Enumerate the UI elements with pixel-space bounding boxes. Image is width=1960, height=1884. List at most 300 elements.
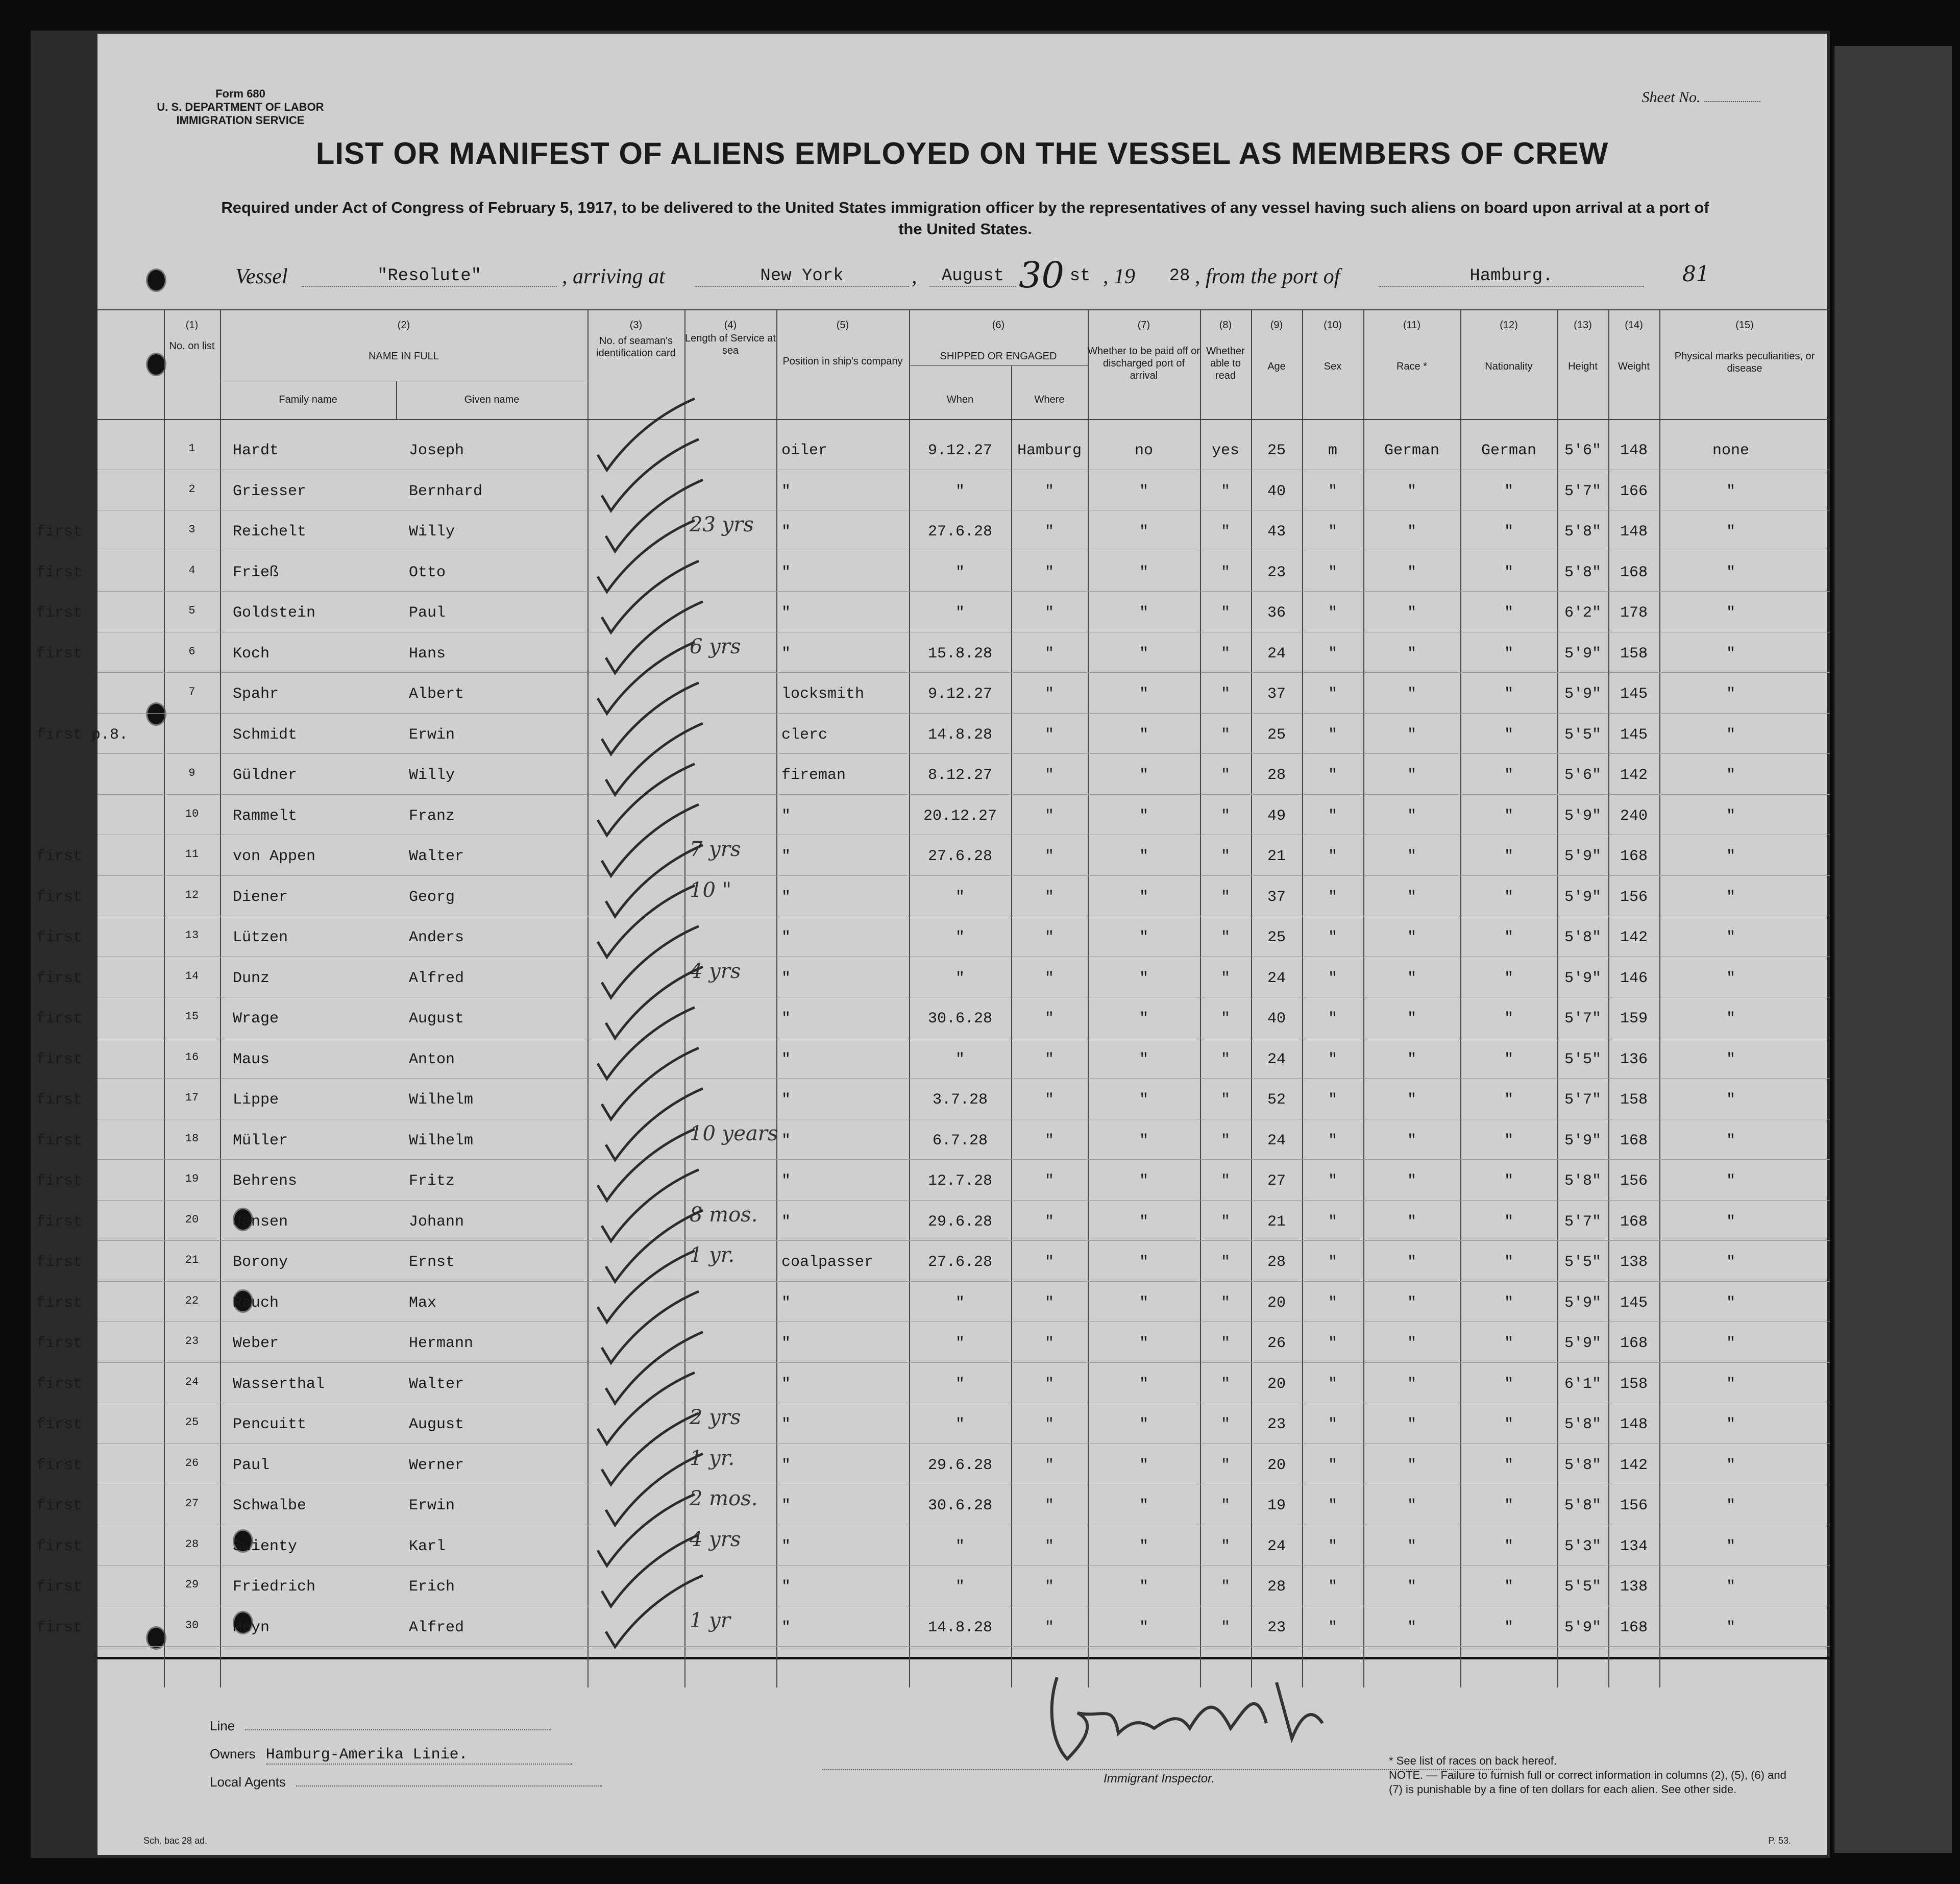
cell-age: 23 [1267, 564, 1286, 581]
header-length-service: Length of Service at sea [685, 333, 776, 356]
cell-where: " [1044, 807, 1054, 825]
cell-when: 14.8.28 [927, 1619, 993, 1636]
cell-height: 5'8" [1564, 1172, 1601, 1190]
footer-line-field [210, 1718, 551, 1734]
cell-when: 20.12.27 [923, 807, 997, 825]
cell-height: 6'1" [1564, 1375, 1601, 1393]
cell-paid: " [1139, 645, 1148, 663]
check-mark [606, 1210, 703, 1282]
cell-where: " [1044, 1456, 1054, 1474]
check-mark [606, 1454, 703, 1525]
cell-given: Hans [409, 645, 446, 663]
cell-no: 28 [185, 1537, 199, 1551]
col-num-5: (5) [836, 320, 849, 331]
cell-phys: " [1726, 1375, 1735, 1393]
inspector-signature [1037, 1667, 1394, 1769]
cell-phys: " [1726, 1091, 1735, 1109]
cell-nat: " [1504, 767, 1513, 784]
cell-race: " [1407, 564, 1416, 581]
cell-nat: " [1504, 807, 1513, 825]
cell-service: 7 yrs [690, 838, 741, 861]
cell-race: " [1407, 888, 1416, 906]
cell-no: 26 [185, 1456, 199, 1470]
cell-where: Hamburg [1017, 442, 1082, 459]
cell-sex: " [1328, 1416, 1337, 1433]
col-num-3: (3) [629, 320, 643, 331]
cell-when: 27.6.28 [927, 1254, 993, 1271]
arrival-day: 30 [1019, 254, 1065, 296]
cell-nat: " [1504, 1335, 1513, 1352]
check-mark [598, 764, 695, 836]
cell-given: Albert [409, 686, 464, 703]
cell-read: " [1220, 969, 1230, 987]
cell-no: 10 [185, 807, 199, 820]
cell-nat: " [1504, 1456, 1513, 1474]
cell-height: 5'5" [1564, 726, 1601, 744]
cell-race: " [1407, 645, 1416, 663]
arrival-day-suffix: st [1069, 266, 1091, 286]
cell-height: 5'9" [1564, 848, 1601, 865]
cell-paid: " [1139, 888, 1148, 906]
cell-paid: " [1139, 1578, 1148, 1596]
cell-when: " [955, 1335, 965, 1352]
cell-weight: 145 [1620, 1294, 1648, 1312]
cell-family: Jansen [233, 1213, 288, 1231]
check-mark [602, 1413, 699, 1485]
cell-where: " [1044, 767, 1054, 784]
cell-nat: " [1504, 1213, 1513, 1231]
cell-mark: first [36, 1416, 83, 1433]
cell-phys: " [1726, 523, 1735, 541]
cell-weight: 168 [1620, 848, 1648, 865]
cell-mark: first [36, 1091, 83, 1109]
cell-height: 5'5" [1564, 1578, 1601, 1596]
cell-race: " [1407, 1172, 1416, 1190]
cell-height: 5'8" [1564, 564, 1601, 581]
cell-read: " [1220, 1375, 1230, 1393]
cell-age: 40 [1267, 482, 1286, 500]
cell-age: 24 [1267, 1537, 1286, 1555]
cell-where: " [1044, 1335, 1054, 1352]
cell-race: " [1407, 807, 1416, 825]
cell-sex: " [1328, 482, 1337, 500]
cell-weight: 168 [1620, 1213, 1648, 1231]
cell-family: von Appen [233, 848, 316, 865]
cell-paid: " [1139, 1619, 1148, 1636]
cell-age: 37 [1267, 888, 1286, 906]
cell-where: " [1044, 1010, 1054, 1027]
cell-read: " [1220, 1091, 1230, 1109]
cell-weight: 142 [1620, 929, 1648, 946]
cell-family: Lützen [233, 929, 288, 946]
cell-weight: 136 [1620, 1050, 1648, 1068]
cell-when: 30.6.28 [927, 1497, 993, 1514]
cell-phys: " [1726, 888, 1735, 906]
cell-mark: first [36, 1497, 83, 1514]
cell-read: " [1220, 1010, 1230, 1027]
cell-read: " [1220, 1050, 1230, 1068]
cell-position: " [781, 888, 791, 906]
cell-family: Swienty [233, 1537, 298, 1555]
cell-where: " [1044, 523, 1054, 541]
cell-family: Friedrich [233, 1578, 316, 1596]
cell-race: " [1407, 523, 1416, 541]
cell-family: Griesser [233, 482, 307, 500]
cell-no: 15 [185, 1010, 199, 1023]
cell-no: 22 [185, 1294, 199, 1307]
cell-family: Spahr [233, 686, 279, 703]
cell-position: " [781, 1375, 791, 1393]
cell-race: " [1407, 1132, 1416, 1149]
cell-mark: first [36, 1578, 83, 1596]
cell-mark: first [36, 1010, 83, 1027]
footer-agents-field [210, 1774, 602, 1790]
cell-phys: " [1726, 604, 1735, 622]
cell-no: 14 [185, 969, 199, 983]
cell-age: 40 [1267, 1010, 1286, 1027]
cell-sex: " [1328, 1497, 1337, 1514]
cell-read: " [1220, 929, 1230, 946]
from-port-label: , from the port of [1195, 265, 1340, 288]
cell-when: 29.6.28 [927, 1213, 993, 1231]
cell-when: 30.6.28 [927, 1010, 993, 1027]
cell-race: " [1407, 1213, 1416, 1231]
cell-given: Alfred [409, 1619, 464, 1636]
arrival-year: 28 [1169, 266, 1190, 286]
cell-position: " [781, 645, 791, 663]
check-mark [598, 1495, 695, 1566]
footer-agents-label: Local Agents [210, 1774, 286, 1790]
cell-paid: " [1139, 969, 1148, 987]
cell-position: " [781, 848, 791, 865]
cell-race: " [1407, 969, 1416, 987]
cell-mark: first [36, 604, 83, 622]
cell-age: 25 [1267, 929, 1286, 946]
cell-service: 2 yrs [690, 1406, 741, 1429]
cell-when: 9.12.27 [927, 442, 993, 459]
cell-position: " [781, 1537, 791, 1555]
cell-family: Diener [233, 888, 288, 906]
cell-when: 27.6.28 [927, 523, 993, 541]
cell-weight: 146 [1620, 969, 1648, 987]
cell-given: Alfred [409, 969, 464, 987]
col-num-1: (1) [185, 320, 199, 331]
cell-when: " [955, 969, 965, 987]
cell-read: " [1220, 686, 1230, 703]
cell-where: " [1044, 726, 1054, 744]
cell-nat: " [1504, 1375, 1513, 1393]
cell-height: 5'8" [1564, 1456, 1601, 1474]
cell-sex: " [1328, 645, 1337, 663]
cell-family: Wasserthal [233, 1375, 325, 1393]
cell-age: 20 [1267, 1294, 1286, 1312]
cell-where: " [1044, 848, 1054, 865]
cell-mark: first [36, 523, 83, 541]
cell-read: " [1220, 1497, 1230, 1514]
col-num-13: (13) [1574, 320, 1592, 331]
cell-mark: first [36, 564, 83, 581]
footer-owners-field [210, 1746, 572, 1765]
cell-height: 5'9" [1564, 1335, 1601, 1352]
cell-age: 24 [1267, 1050, 1286, 1068]
cell-phys: " [1726, 645, 1735, 663]
footer-notes [1389, 1754, 1797, 1797]
cell-height: 5'8" [1564, 1416, 1601, 1433]
check-mark [606, 480, 703, 551]
cell-when: 14.8.28 [927, 726, 993, 744]
cell-mark: first [36, 848, 83, 865]
cell-sex: " [1328, 1619, 1337, 1636]
header-shipped-engaged: SHIPPED OR ENGAGED [940, 351, 1057, 362]
cell-given: Max [409, 1294, 437, 1312]
check-mark [606, 1332, 703, 1404]
cell-family: Hardt [233, 442, 279, 459]
cell-where: " [1044, 1050, 1054, 1068]
cell-phys: " [1726, 686, 1735, 703]
cell-service: 8 mos. [690, 1203, 758, 1227]
cell-service: 4 yrs [690, 1527, 741, 1551]
col-num-15: (15) [1735, 320, 1754, 331]
cell-read: " [1220, 523, 1230, 541]
check-mark [602, 561, 699, 632]
cell-read: " [1220, 1254, 1230, 1271]
cell-paid: " [1139, 686, 1148, 703]
cell-race: " [1407, 848, 1416, 865]
cell-phys: " [1726, 848, 1735, 865]
cell-weight: 148 [1620, 442, 1648, 459]
cell-family: Dunz [233, 969, 270, 987]
cell-position: " [781, 1132, 791, 1149]
cell-when: " [955, 1294, 965, 1312]
cell-family: Schmidt [233, 726, 298, 744]
vessel-name: "Resolute" [302, 266, 557, 287]
cell-age: 24 [1267, 969, 1286, 987]
cell-no: 27 [185, 1497, 199, 1510]
cell-paid: " [1139, 1456, 1148, 1474]
cell-where: " [1044, 969, 1054, 987]
cell-when: " [955, 1537, 965, 1555]
cell-weight: 168 [1620, 1335, 1648, 1352]
check-marks-layer [97, 309, 1830, 1687]
cell-race: " [1407, 1375, 1416, 1393]
cell-given: Georg [409, 888, 455, 906]
cell-paid: " [1139, 767, 1148, 784]
cell-given: Walter [409, 848, 464, 865]
cell-weight: 148 [1620, 1416, 1648, 1433]
footer-line-value [245, 1729, 551, 1730]
cell-nat: " [1504, 1172, 1513, 1190]
cell-read: " [1220, 888, 1230, 906]
cell-weight: 158 [1620, 1375, 1648, 1393]
cell-paid: " [1139, 564, 1148, 581]
cell-when: " [955, 482, 965, 500]
cell-no: 5 [188, 604, 195, 617]
sheet-number-value [1704, 101, 1760, 102]
cell-paid: " [1139, 1132, 1148, 1149]
cell-position: " [781, 1416, 791, 1433]
cell-position: " [781, 1456, 791, 1474]
cell-paid: " [1139, 1050, 1148, 1068]
cell-when: 6.7.28 [932, 1132, 988, 1149]
cell-position: " [781, 1294, 791, 1312]
footer-line-label: Line [210, 1718, 235, 1733]
cell-sex: " [1328, 564, 1337, 581]
footer-note-races: * See list of races on back hereof. [1389, 1754, 1557, 1767]
header-where: Where [1034, 394, 1065, 405]
cell-position: oiler [781, 442, 828, 459]
cell-age: 52 [1267, 1091, 1286, 1109]
cell-height: 5'9" [1564, 1132, 1601, 1149]
cell-where: " [1044, 1537, 1054, 1555]
check-mark [606, 1089, 703, 1160]
check-mark [602, 1291, 699, 1363]
form-identifier: Form 680 U. S. DEPARTMENT OF LABOR IMMIGRATION SERVICE [157, 87, 324, 127]
cell-where: " [1044, 1172, 1054, 1190]
year-prefix: , 19 [1103, 265, 1135, 288]
sheet-number-label: Sheet No. [1641, 89, 1701, 106]
cell-height: 5'8" [1564, 523, 1601, 541]
cell-given: Willy [409, 523, 455, 541]
cell-paid: " [1139, 1254, 1148, 1271]
cell-phys: " [1726, 1213, 1735, 1231]
cell-when: " [955, 564, 965, 581]
cell-nat: German [1481, 442, 1537, 459]
cell-position: " [781, 1172, 791, 1190]
header-race: Race * [1396, 361, 1428, 372]
col-num-11: (11) [1403, 320, 1421, 331]
footer-agents-value [296, 1785, 602, 1787]
header-seaman-id: No. of seaman's identification card [596, 335, 676, 359]
cell-age: 43 [1267, 523, 1286, 541]
cell-height: 5'3" [1564, 1537, 1601, 1555]
cell-given: Wilhelm [409, 1091, 474, 1109]
cell-read: " [1220, 1619, 1230, 1636]
cell-family: Schwalbe [233, 1497, 307, 1514]
cell-age: 24 [1267, 645, 1286, 663]
cell-nat: " [1504, 1254, 1513, 1271]
cell-given: Willy [409, 767, 455, 784]
cell-no: 7 [188, 686, 195, 698]
cell-race: " [1407, 1050, 1416, 1068]
cell-height: 5'9" [1564, 1619, 1601, 1636]
cell-when: " [955, 1050, 965, 1068]
cell-given: Wilhelm [409, 1132, 474, 1149]
cell-phys: " [1726, 1335, 1735, 1352]
cell-age: 23 [1267, 1416, 1286, 1433]
cell-sex: " [1328, 1375, 1337, 1393]
cell-nat: " [1504, 482, 1513, 500]
cell-height: 5'9" [1564, 969, 1601, 987]
cell-age: 25 [1267, 442, 1286, 459]
cell-mark: first [36, 1537, 83, 1555]
cell-no: 11 [185, 848, 199, 861]
header-paid-off: Whether to be paid off or discharged port of arrival [1088, 346, 1200, 381]
check-mark [602, 1170, 699, 1241]
cell-sex: " [1328, 767, 1337, 784]
cell-given: Walter [409, 1375, 464, 1393]
cell-weight: 156 [1620, 1172, 1648, 1190]
check-mark [598, 1373, 695, 1444]
col-num-8: (8) [1219, 320, 1232, 331]
cell-read: " [1220, 1335, 1230, 1352]
cell-nat: " [1504, 1619, 1513, 1636]
cell-sex: " [1328, 1091, 1337, 1109]
cell-no: 19 [185, 1172, 199, 1185]
check-mark [606, 845, 703, 917]
cell-race: " [1407, 1416, 1416, 1433]
cell-where: " [1044, 1497, 1054, 1514]
page-code: P. 53. [1768, 1836, 1791, 1846]
cell-position: " [781, 969, 791, 987]
check-mark [602, 1535, 699, 1606]
cell-read: " [1220, 1172, 1230, 1190]
cell-phys: " [1726, 767, 1735, 784]
cell-nat: " [1504, 1050, 1513, 1068]
cell-mark: first [36, 1050, 83, 1068]
cell-phys: " [1726, 1497, 1735, 1514]
cell-family: Goldstein [233, 604, 316, 622]
cell-when: " [955, 888, 965, 906]
cell-where: " [1044, 1294, 1054, 1312]
check-mark [606, 602, 703, 673]
cell-phys: " [1726, 1010, 1735, 1027]
cell-where: " [1044, 564, 1054, 581]
col-num-9: (9) [1270, 320, 1283, 331]
cell-when: " [955, 1578, 965, 1596]
cell-weight: 158 [1620, 645, 1648, 663]
cell-sex: " [1328, 686, 1337, 703]
cell-service: 23 yrs [690, 513, 754, 536]
cell-family: Weber [233, 1335, 279, 1352]
cell-where: " [1044, 1091, 1054, 1109]
cell-age: 28 [1267, 1254, 1286, 1271]
cell-mark: first [36, 1375, 83, 1393]
cell-height: 5'9" [1564, 807, 1601, 825]
cell-read: yes [1211, 442, 1239, 459]
cell-phys: " [1726, 1294, 1735, 1312]
cell-no: 24 [185, 1375, 199, 1388]
cell-weight: 168 [1620, 1132, 1648, 1149]
cell-given: Paul [409, 604, 446, 622]
cell-phys: none [1712, 442, 1749, 459]
cell-weight: 138 [1620, 1254, 1648, 1271]
cell-phys: " [1726, 929, 1735, 946]
footer-owners-label: Owners [210, 1746, 256, 1761]
cell-position: " [781, 807, 791, 825]
check-mark [598, 642, 695, 714]
cell-height: 5'7" [1564, 1213, 1601, 1231]
cell-weight: 168 [1620, 1619, 1648, 1636]
cell-mark: first p.8. [36, 726, 129, 744]
cell-no: 30 [185, 1619, 199, 1632]
cell-age: 49 [1267, 807, 1286, 825]
cell-age: 23 [1267, 1619, 1286, 1636]
cell-weight: 156 [1620, 888, 1648, 906]
cell-where: " [1044, 1375, 1054, 1393]
cell-family: Paul [233, 1456, 270, 1474]
cell-phys: " [1726, 1254, 1735, 1271]
cell-position: fireman [781, 767, 846, 784]
cell-family: Rammelt [233, 807, 298, 825]
cell-read: " [1220, 1456, 1230, 1474]
cell-read: " [1220, 1537, 1230, 1555]
cell-paid: " [1139, 1010, 1148, 1027]
cell-no: 1 [188, 442, 195, 455]
cell-phys: " [1726, 1456, 1735, 1474]
cell-paid: " [1139, 1416, 1148, 1433]
cell-family: Meyn [233, 1619, 270, 1636]
cell-given: Erich [409, 1578, 455, 1596]
